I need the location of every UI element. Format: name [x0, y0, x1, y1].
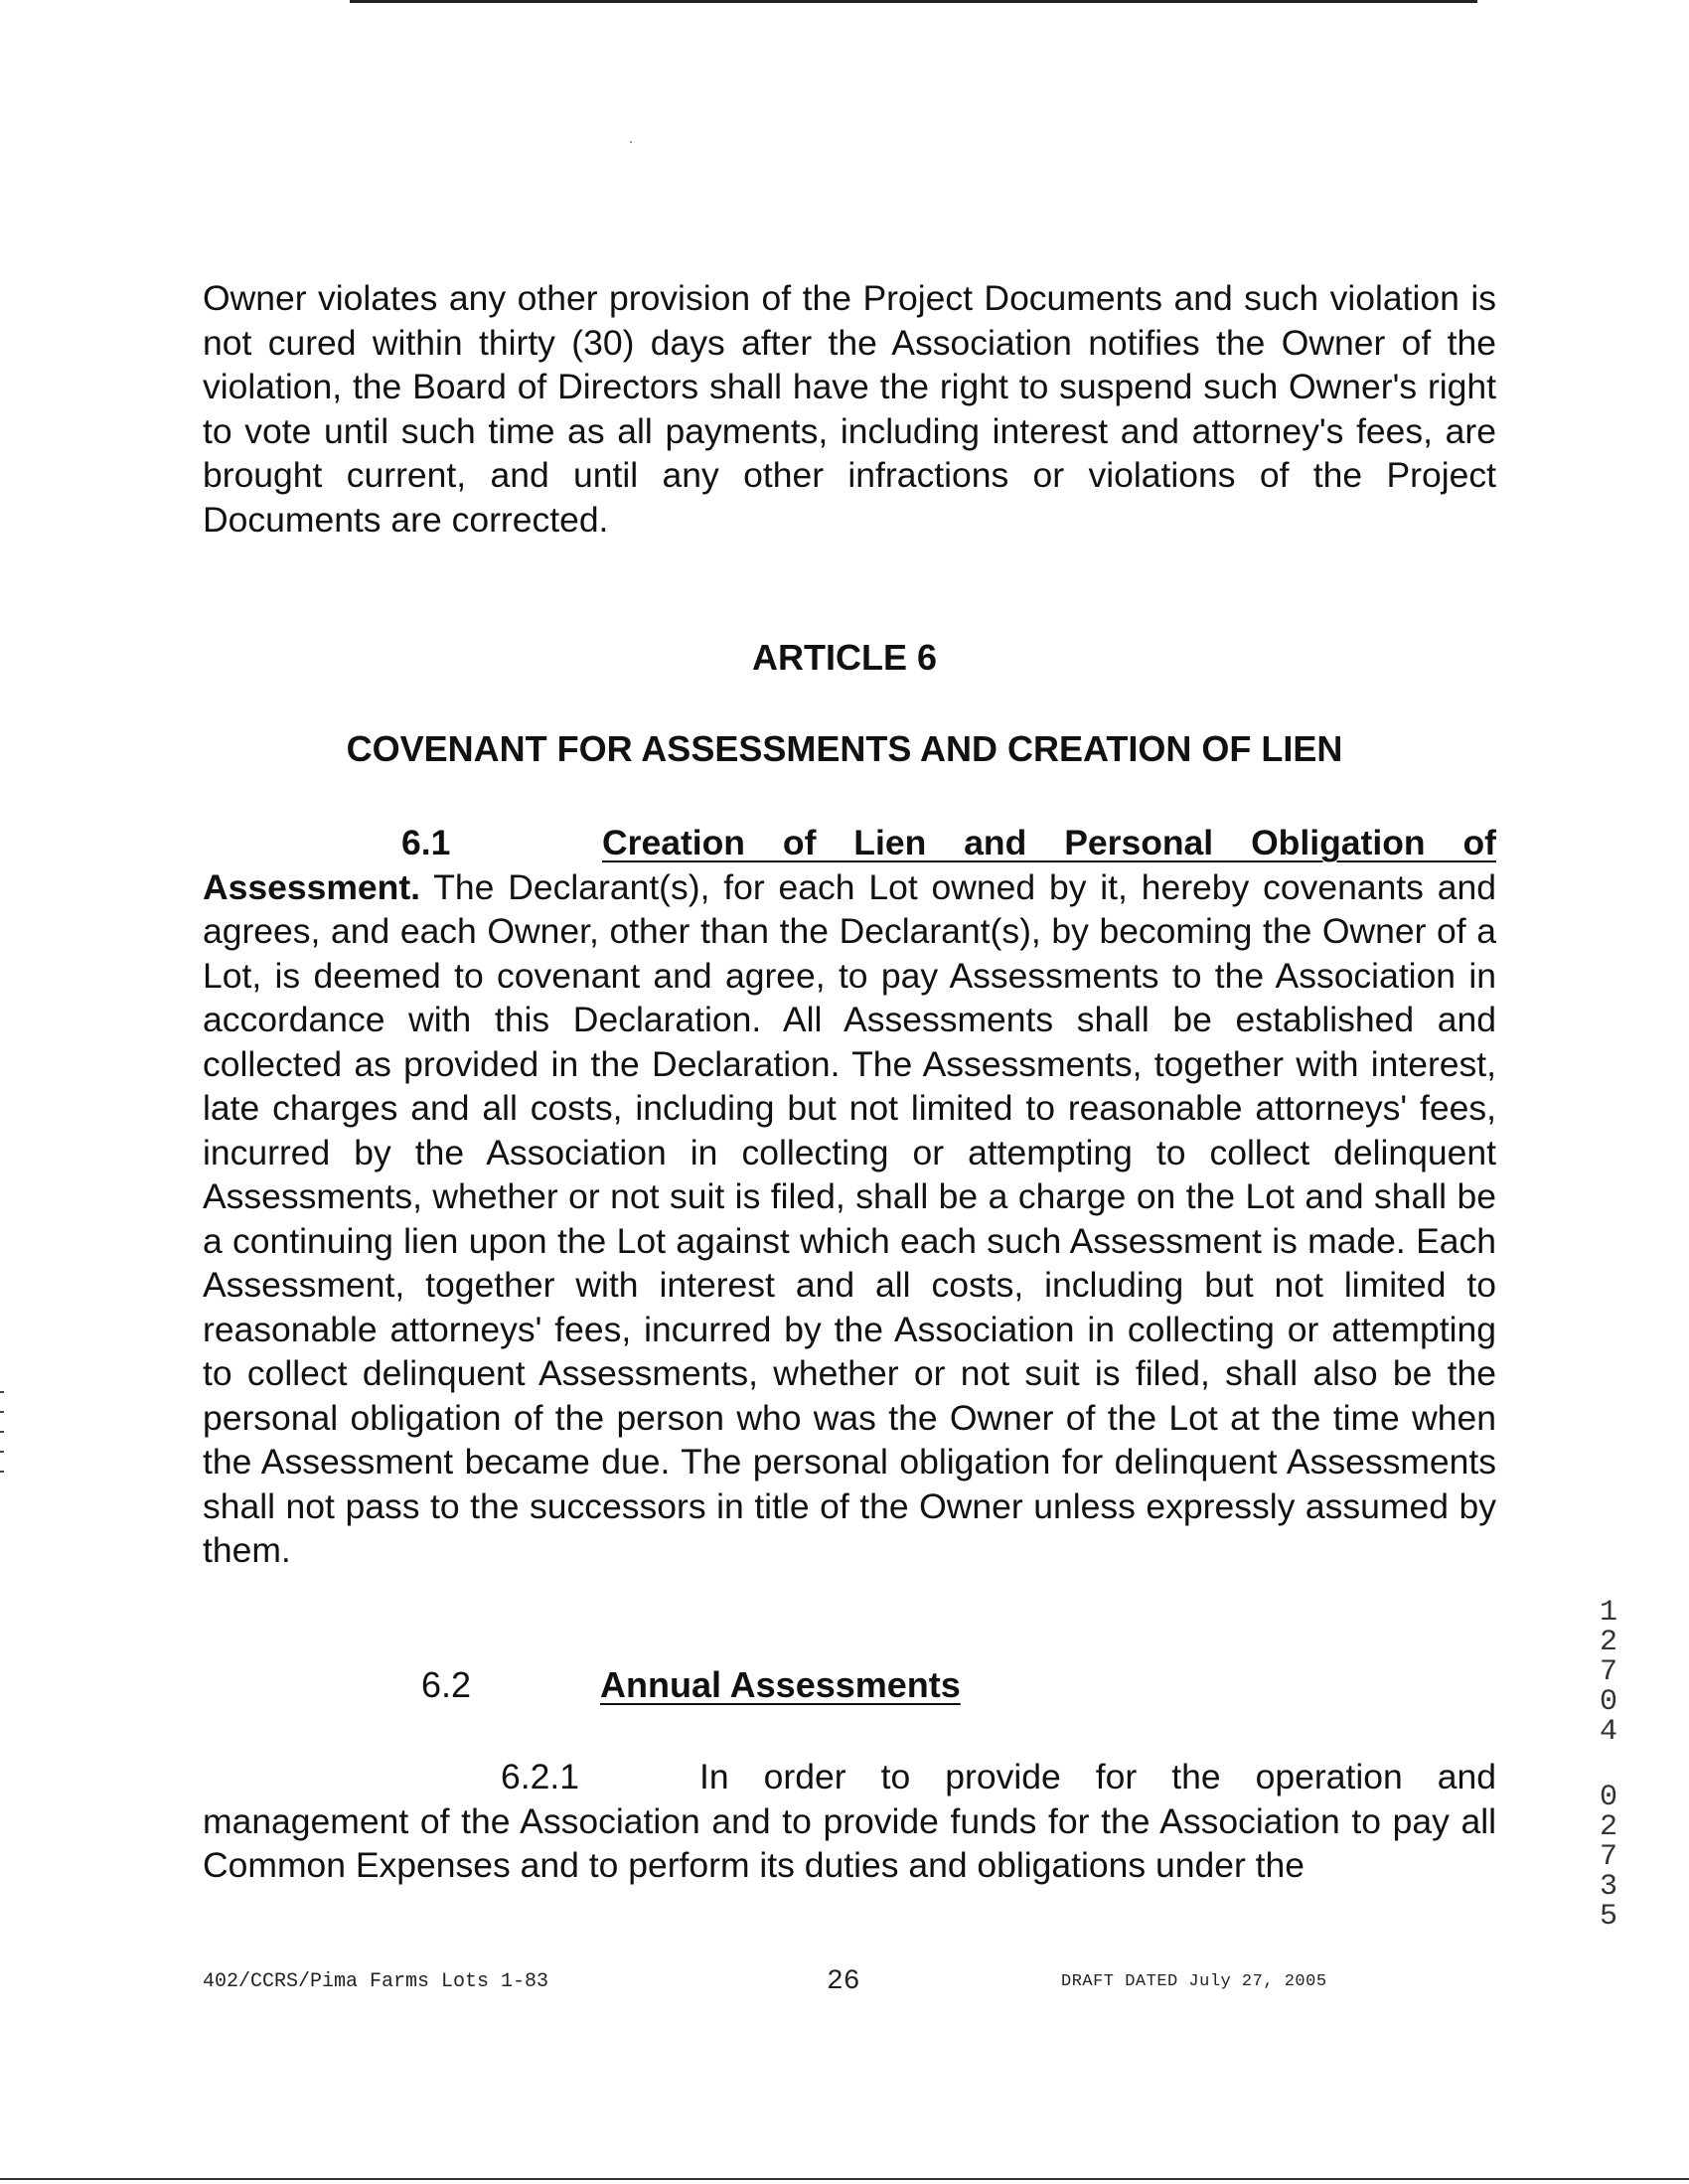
stamp-gap [1592, 1747, 1625, 1783]
stamp-digit: 5 [1599, 1900, 1617, 1934]
stamp-digit: 0 [1599, 1685, 1617, 1719]
article-heading: ARTICLE 6 [751, 637, 937, 678]
section-6-1-heading-cont: Assessment. [203, 866, 421, 907]
margin-tick [0, 1411, 4, 1413]
recording-stamp [1592, 1598, 1625, 1932]
margin-tick [0, 1431, 4, 1433]
section-6-2-1-text: In order to provide for the operation and management of the Association and to provide funds for the Association to pay all Common Expenses and to perform its duties and obligations under the [203, 1757, 1496, 1885]
section-6-2-1-number: 6.2.1 [501, 1757, 579, 1796]
section-6-2-heading: Annual Assessments [600, 1664, 961, 1705]
stamp-digit: 1 [1599, 1596, 1617, 1630]
margin-tick [0, 1391, 4, 1393]
section-6-1-heading: Creation of Lien and Personal Obligation of [602, 823, 1496, 862]
footer-page-number: 26 [827, 1966, 860, 1997]
section-6-1-text: The Declarant(s), for each Lot owned by it, hereby covenants and agrees, and each Owner, other than the Declarant(s), by becoming the Owner of a Lot, is deemed to covenant and agree, to pay Assessments to the Association in accordance with this Declaration. All Assessments shall be established and collected as provided in the Declaration. The Assessments, together with interest, late charges and all costs, including but not limited to reasonable attorneys' fees, incurred by the Association in collecting or attempting to collect delinquent Assessments, whether or not suit is filed, shall be a charge on the Lot and shall be a continuing lien upon the Lot against which each such Assessment is made. Each Assessment, together with interest and all costs, including but not limited to reasonable attorneys' fees, incurred by the Association in collecting or attempting to collect delinquent Assessments, whether or not suit is filed, shall also be the personal obligation of the person who was the Owner of the Lot at the time when the Assessment became due. The personal obligation for delinquent Assessments shall not pass to the successors in title of the Owner unless expressly assumed by them. [203, 866, 1496, 1570]
stamp-digit: 0 [1599, 1781, 1617, 1814]
stamp-digit: 4 [1599, 1715, 1617, 1749]
section-6-2-1 [203, 1755, 1496, 1888]
stamp-digit: 2 [1599, 1810, 1617, 1844]
article-title: COVENANT FOR ASSESSMENTS AND CREATION OF LIEN [346, 728, 1343, 769]
continuation-paragraph: Owner violates any other provision of the Project Documents and such violation is not cured within thirty (30) days after the Association notifies the Owner of the violation, the Board of Directors shall have the right to suspend such Owner's right to vote until such time as all payments, including interest and attorney's fees, are brought current, and until any other infractions or violations of the Project Documents are corrected. [203, 278, 1496, 540]
stamp-digit: 7 [1599, 1840, 1617, 1874]
stamp-digit: 3 [1599, 1870, 1617, 1904]
margin-tick [0, 1451, 4, 1453]
stamp-digit: 7 [1599, 1655, 1617, 1689]
section-6-1-number: 6.1 [401, 823, 451, 862]
section-6-2-number: 6.2 [421, 1664, 472, 1705]
stamp-digit: 2 [1599, 1626, 1617, 1659]
bottom-rule [0, 2178, 1689, 2180]
footer-file-ref: 402/CCRS/Pima Farms Lots 1-83 [203, 1970, 549, 1993]
section-6-1 [203, 821, 1496, 1573]
section-6-2 [421, 1663, 961, 1707]
top-rule [350, 0, 1477, 3]
scan-speck [630, 141, 632, 143]
margin-tick [0, 1471, 4, 1473]
footer-draft-date: DRAFT DATED July 27, 2005 [1061, 1972, 1327, 1991]
